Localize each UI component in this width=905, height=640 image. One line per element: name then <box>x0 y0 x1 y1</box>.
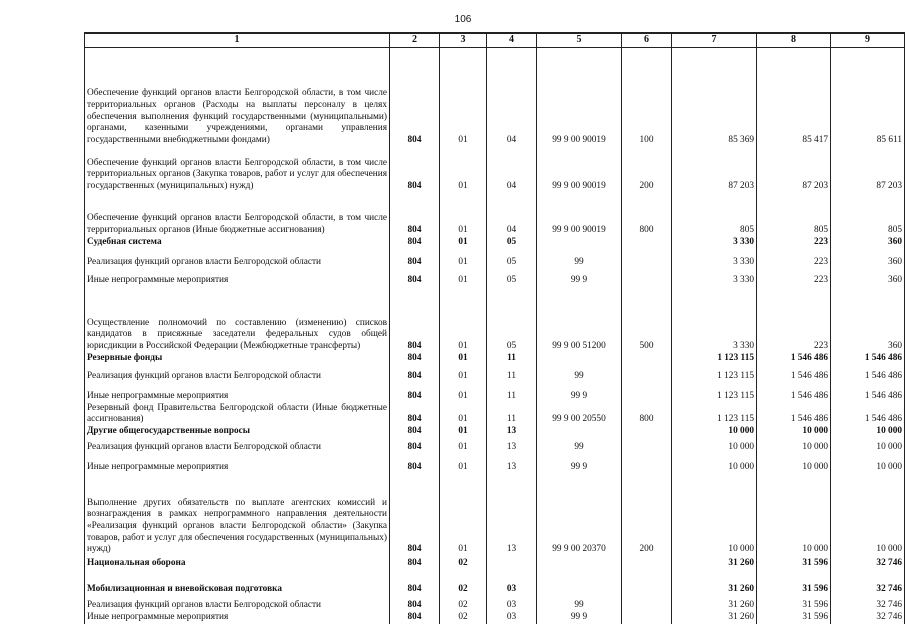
cell-value-col8: 10 000 <box>757 474 831 556</box>
cell-pr: 04 <box>487 64 537 147</box>
cell-vr <box>622 269 672 287</box>
cell-rz: 01 <box>440 249 487 269</box>
cell-csr <box>537 570 622 596</box>
cell-rz: 02 <box>440 596 487 612</box>
cell-vr <box>622 570 672 596</box>
cell-rz: 01 <box>440 426 487 438</box>
table-header-row <box>85 33 905 47</box>
cell-pr: 05 <box>487 249 537 269</box>
cell-csr: 99 9 <box>537 383 622 403</box>
cell-value-col7: 87 203 <box>672 147 757 193</box>
cell-value-col7: 3 330 <box>672 269 757 287</box>
cell-vr: 100 <box>622 64 672 147</box>
cell-kbs: 804 <box>390 426 440 438</box>
cell-vr <box>622 426 672 438</box>
table-row <box>85 353 905 365</box>
cell-kbs: 804 <box>390 612 440 624</box>
cell-rz: 01 <box>440 474 487 556</box>
cell-csr: 99 <box>537 596 622 612</box>
cell-value-col7: 10 000 <box>672 426 757 438</box>
spacer-row <box>85 47 905 64</box>
cell-kbs: 804 <box>390 64 440 147</box>
table-row <box>85 193 905 237</box>
table-row <box>85 249 905 269</box>
cell-value-col7: 10 000 <box>672 454 757 474</box>
table-row <box>85 147 905 193</box>
cell-rz: 01 <box>440 454 487 474</box>
cell-value-col7: 31 260 <box>672 570 757 596</box>
column-header: 2 <box>390 33 440 47</box>
cell-value-col7: 1 123 115 <box>672 353 757 365</box>
cell-kbs: 804 <box>390 438 440 454</box>
cell-value-col9: 1 546 486 <box>831 403 905 426</box>
cell-value-col7: 31 260 <box>672 612 757 624</box>
row-name: Реализация функций органов власти Белгородской области <box>85 249 390 269</box>
cell-value-col8: 31 596 <box>757 570 831 596</box>
row-name: Реализация функций органов власти Белгородской области <box>85 365 390 383</box>
cell-value-col7: 1 123 115 <box>672 403 757 426</box>
cell-value-col9: 360 <box>831 269 905 287</box>
table-row <box>85 596 905 612</box>
cell-value-col7: 10 000 <box>672 438 757 454</box>
cell-value-col8: 87 203 <box>757 147 831 193</box>
cell-pr: 11 <box>487 383 537 403</box>
cell-kbs: 804 <box>390 353 440 365</box>
cell-vr <box>622 454 672 474</box>
table-row <box>85 269 905 287</box>
column-header: 7 <box>672 33 757 47</box>
row-name: Резервный фонд Правительства Белгородской области (Иные бюджетные ассигнования) <box>85 403 390 426</box>
cell-rz: 02 <box>440 556 487 570</box>
cell-kbs: 804 <box>390 249 440 269</box>
table-row <box>85 403 905 426</box>
cell-kbs: 804 <box>390 570 440 596</box>
column-header: 4 <box>487 33 537 47</box>
cell-pr: 04 <box>487 193 537 237</box>
row-name: Иные непрограммные мероприятия <box>85 269 390 287</box>
cell-kbs: 804 <box>390 454 440 474</box>
cell-rz: 01 <box>440 383 487 403</box>
cell-vr <box>622 556 672 570</box>
cell-rz: 01 <box>440 64 487 147</box>
table-row <box>85 474 905 556</box>
table-row <box>85 383 905 403</box>
row-name: Обеспечение функций органов власти Белгородской области, в том числе территориальных органов (Закупка товаров, работ и услуг для обеспечения государственных (муниципальных) нужд) <box>85 147 390 193</box>
cell-csr: 99 9 00 20550 <box>537 403 622 426</box>
row-name: Реализация функций органов власти Белгородской области <box>85 596 390 612</box>
cell-value-col7: 10 000 <box>672 474 757 556</box>
cell-vr: 800 <box>622 403 672 426</box>
cell-csr: 99 <box>537 249 622 269</box>
cell-vr <box>622 365 672 383</box>
cell-csr: 99 9 00 20370 <box>537 474 622 556</box>
table-row <box>85 365 905 383</box>
cell-rz: 01 <box>440 237 487 249</box>
table-row <box>85 287 905 353</box>
column-header: 6 <box>622 33 672 47</box>
cell-rz: 02 <box>440 612 487 624</box>
row-name: Судебная система <box>85 237 390 249</box>
cell-value-col7: 31 260 <box>672 556 757 570</box>
cell-value-col9: 1 546 486 <box>831 365 905 383</box>
table-row <box>85 454 905 474</box>
cell-vr: 200 <box>622 474 672 556</box>
table-row <box>85 438 905 454</box>
cell-value-col9: 360 <box>831 249 905 269</box>
table-row <box>85 612 905 624</box>
row-name: Другие общегосударственные вопросы <box>85 426 390 438</box>
cell-value-col9: 32 746 <box>831 596 905 612</box>
cell-vr <box>622 249 672 269</box>
cell-rz: 01 <box>440 287 487 353</box>
cell-value-col9: 360 <box>831 237 905 249</box>
cell-csr: 99 9 <box>537 454 622 474</box>
cell-vr <box>622 383 672 403</box>
cell-pr: 11 <box>487 403 537 426</box>
cell-csr: 99 9 <box>537 269 622 287</box>
cell-kbs: 804 <box>390 383 440 403</box>
cell-value-col8: 223 <box>757 269 831 287</box>
cell-value-col8: 223 <box>757 237 831 249</box>
cell-value-col7: 3 330 <box>672 237 757 249</box>
column-header: 1 <box>85 33 390 47</box>
cell-pr: 04 <box>487 147 537 193</box>
table-row <box>85 237 905 249</box>
cell-rz: 01 <box>440 365 487 383</box>
cell-pr: 13 <box>487 454 537 474</box>
table-row <box>85 570 905 596</box>
cell-csr <box>537 556 622 570</box>
cell-csr: 99 <box>537 438 622 454</box>
cell-value-col8: 223 <box>757 249 831 269</box>
cell-value-col9: 87 203 <box>831 147 905 193</box>
row-name: Осуществление полномочий по составлению (изменению) списков кандидатов в присяжные заседатели федеральных судов общей юрисдикции в Российской Федерации (Межбюджетные трансферты) <box>85 287 390 353</box>
table-row <box>85 556 905 570</box>
cell-csr <box>537 426 622 438</box>
row-name: Иные непрограммные мероприятия <box>85 383 390 403</box>
cell-pr: 13 <box>487 474 537 556</box>
cell-value-col9: 32 746 <box>831 612 905 624</box>
cell-value-col9: 10 000 <box>831 474 905 556</box>
cell-csr <box>537 237 622 249</box>
cell-pr: 03 <box>487 596 537 612</box>
cell-value-col8: 805 <box>757 193 831 237</box>
cell-value-col7: 31 260 <box>672 596 757 612</box>
column-header: 5 <box>537 33 622 47</box>
cell-pr: 11 <box>487 353 537 365</box>
cell-rz: 01 <box>440 438 487 454</box>
row-name: Мобилизационная и вневойсковая подготовка <box>85 570 390 596</box>
cell-vr <box>622 612 672 624</box>
cell-rz: 01 <box>440 403 487 426</box>
cell-value-col8: 1 546 486 <box>757 383 831 403</box>
cell-rz: 01 <box>440 147 487 193</box>
cell-value-col9: 360 <box>831 287 905 353</box>
column-header: 9 <box>831 33 905 47</box>
cell-pr: 13 <box>487 438 537 454</box>
cell-kbs: 804 <box>390 474 440 556</box>
cell-vr <box>622 438 672 454</box>
budget-table <box>84 32 905 624</box>
cell-vr: 500 <box>622 287 672 353</box>
cell-value-col8: 1 546 486 <box>757 365 831 383</box>
cell-csr: 99 9 00 90019 <box>537 147 622 193</box>
table-row <box>85 426 905 438</box>
row-name: Резервные фонды <box>85 353 390 365</box>
row-name: Иные непрограммные мероприятия <box>85 612 390 624</box>
cell-kbs: 804 <box>390 287 440 353</box>
page-number: 106 <box>454 14 472 25</box>
cell-pr: 13 <box>487 426 537 438</box>
cell-csr <box>537 353 622 365</box>
cell-vr <box>622 237 672 249</box>
cell-value-col9: 805 <box>831 193 905 237</box>
cell-csr: 99 9 00 90019 <box>537 64 622 147</box>
cell-rz: 02 <box>440 570 487 596</box>
cell-value-col9: 32 746 <box>831 570 905 596</box>
cell-value-col9: 10 000 <box>831 454 905 474</box>
cell-kbs: 804 <box>390 269 440 287</box>
cell-pr: 03 <box>487 570 537 596</box>
cell-value-col8: 85 417 <box>757 64 831 147</box>
cell-value-col9: 1 546 486 <box>831 383 905 403</box>
column-header: 3 <box>440 33 487 47</box>
cell-pr: 05 <box>487 237 537 249</box>
cell-rz: 01 <box>440 269 487 287</box>
row-name: Национальная оборона <box>85 556 390 570</box>
cell-value-col8: 10 000 <box>757 438 831 454</box>
cell-csr: 99 9 00 90019 <box>537 193 622 237</box>
cell-value-col8: 1 546 486 <box>757 403 831 426</box>
cell-value-col8: 31 596 <box>757 596 831 612</box>
cell-kbs: 804 <box>390 237 440 249</box>
cell-vr: 800 <box>622 193 672 237</box>
cell-value-col7: 805 <box>672 193 757 237</box>
row-name: Выполнение других обязательств по выплате агентских комиссий и вознаграждения в рамках непрограммного направления деятельности «Реализация функций органов власти Белгородской области» (Закупка товаров, работ и услуг для обеспечения государственных (муниципальных) нужд) <box>85 474 390 556</box>
cell-value-col8: 10 000 <box>757 454 831 474</box>
row-name: Обеспечение функций органов власти Белгородской области, в том числе территориальных органов (Расходы на выплаты персоналу в целях обеспечения выполнения функций государственными (муниципальными) органами, казенными учреждениями, органами управления государственными внебюджетными фондами) <box>85 64 390 147</box>
cell-value-col8: 31 596 <box>757 612 831 624</box>
cell-vr <box>622 596 672 612</box>
cell-pr: 05 <box>487 269 537 287</box>
cell-vr: 200 <box>622 147 672 193</box>
cell-kbs: 804 <box>390 556 440 570</box>
cell-rz: 01 <box>440 193 487 237</box>
cell-value-col9: 10 000 <box>831 426 905 438</box>
cell-pr: 03 <box>487 612 537 624</box>
cell-value-col7: 3 330 <box>672 249 757 269</box>
cell-vr <box>622 353 672 365</box>
cell-value-col7: 3 330 <box>672 287 757 353</box>
row-name: Обеспечение функций органов власти Белгородской области, в том числе территориальных органов (Иные бюджетные ассигнования) <box>85 193 390 237</box>
cell-csr: 99 <box>537 365 622 383</box>
cell-rz: 01 <box>440 353 487 365</box>
cell-value-col7: 85 369 <box>672 64 757 147</box>
cell-pr: 05 <box>487 287 537 353</box>
cell-kbs: 804 <box>390 596 440 612</box>
cell-csr: 99 9 00 51200 <box>537 287 622 353</box>
table-row <box>85 64 905 147</box>
cell-value-col8: 10 000 <box>757 426 831 438</box>
cell-kbs: 804 <box>390 365 440 383</box>
cell-value-col9: 10 000 <box>831 438 905 454</box>
cell-csr: 99 9 <box>537 612 622 624</box>
cell-pr <box>487 556 537 570</box>
row-name: Иные непрограммные мероприятия <box>85 454 390 474</box>
row-name: Реализация функций органов власти Белгородской области <box>85 438 390 454</box>
cell-value-col7: 1 123 115 <box>672 383 757 403</box>
cell-kbs: 804 <box>390 147 440 193</box>
cell-value-col9: 85 611 <box>831 64 905 147</box>
cell-value-col8: 223 <box>757 287 831 353</box>
cell-value-col8: 31 596 <box>757 556 831 570</box>
cell-value-col9: 1 546 486 <box>831 353 905 365</box>
cell-kbs: 804 <box>390 193 440 237</box>
cell-value-col7: 1 123 115 <box>672 365 757 383</box>
cell-pr: 11 <box>487 365 537 383</box>
cell-value-col8: 1 546 486 <box>757 353 831 365</box>
cell-value-col9: 32 746 <box>831 556 905 570</box>
cell-kbs: 804 <box>390 403 440 426</box>
column-header: 8 <box>757 33 831 47</box>
